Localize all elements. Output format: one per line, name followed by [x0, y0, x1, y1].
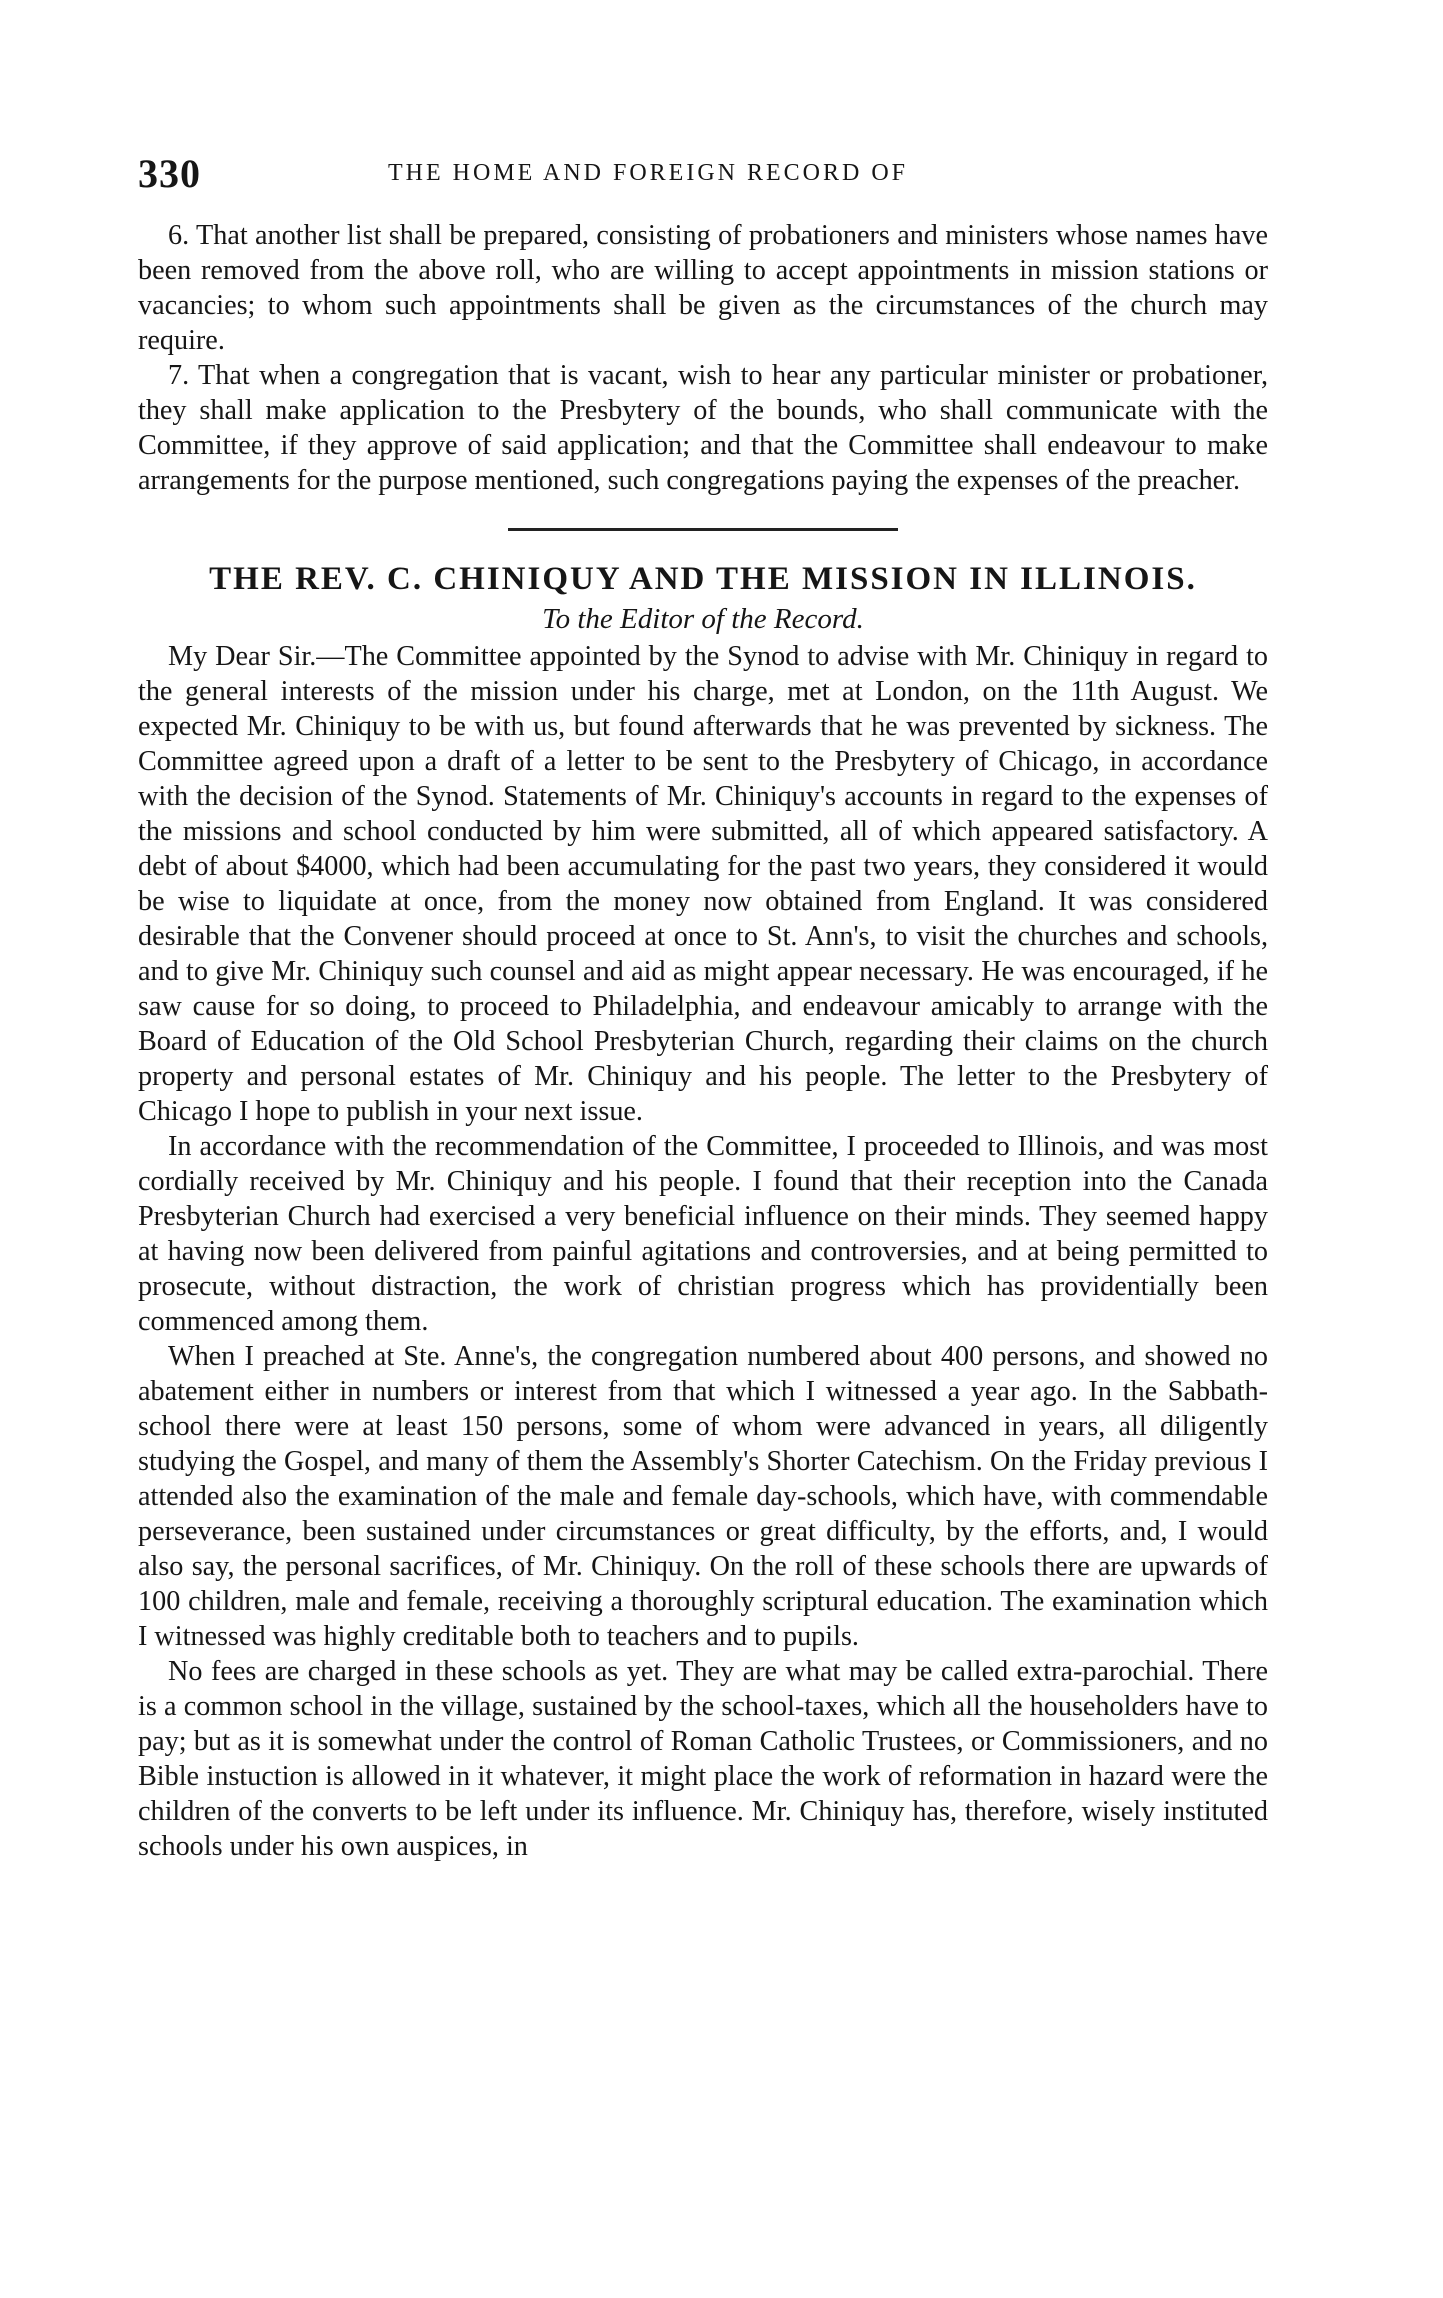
article-title: THE REV. C. CHINIQUY AND THE MISSION IN ILLINOIS. [209, 561, 1197, 597]
running-title: THE HOME AND FOREIGN RECORD OF [388, 160, 909, 186]
running-header [138, 150, 1298, 200]
page-number: 330 [138, 151, 201, 196]
article-paragraph: No fees are charged in these schools as yet. They are what may be called extra-parochial. There is a common school in the village, sustained by the school-taxes, which all the householders have to pay; but as it is somewhat under the control of Roman Catholic Trustees, or Commissioners, and no Bible instuction is allowed in it whatever, it might place the work of reformation in hazard were the children of the converts to be left under its influence. Mr. Chiniquy has, therefore, wisely instituted schools under his own auspices, in [138, 1656, 1268, 1862]
paragraph-item-7: 7. That when a congregation that is vacant, wish to hear any particular minister or probationer, they shall make application to the Presbytery of the bounds, who shall communicate with the Committee, if they approve of said application; and that the Committee shall endeavour to make arrangements for the purpose mentioned, such congregations paying the expenses of the preacher. [138, 360, 1268, 496]
article-paragraph: My Dear Sir.—The Committee appointed by the Synod to advise with Mr. Chiniquy in regard to the general interests of the mission under his charge, met at London, on the 11th August. We expected Mr. Chiniquy to be with us, but found afterwards that he was prevented by sickness. The Committee agreed upon a draft of a letter to be sent to the Presbytery of Chicago, in accordance with the decision of the Synod. Statements of Mr. Chiniquy's accounts in regard to the expenses of the missions and school conducted by him were submitted, all of which appeared satisfactory. A debt of about $4000, which had been accumulating for the past two years, they considered it would be wise to liquidate at once, from the money now obtained from England. It was considered desirable that the Convener should proceed at once to St. Ann's, to visit the churches and schools, and to give Mr. Chiniquy such counsel and aid as might appear necessary. He was encouraged, if he saw cause for so doing, to proceed to Philadelphia, and endeavour amicably to arrange with the Board of Education of the Old School Presbyterian Church, regarding their claims on the church property and personal estates of Mr. Chiniquy and his people. The letter to the Presbytery of Chicago I hope to publish in your next issue. [138, 641, 1268, 1127]
article-paragraph: When I preached at Ste. Anne's, the congregation numbered about 400 persons, and showed no abatement either in numbers or interest from that which I witnessed a year ago. In the Sabbath-school there were at least 150 persons, some of whom were advanced in years, all diligently studying the Gospel, and many of them the Assembly's Shorter Catechism. On the Friday previous I attended also the examination of the male and female day-schools, which have, with commendable perseverance, been sustained under circumstances or great difficulty, by the efforts, and, I would also say, the personal sacrifices, of Mr. Chiniquy. On the roll of these schools there are upwards of 100 children, male and female, receiving a thoroughly scriptural education. The examination which I witnessed was highly creditable both to teachers and to pupils. [138, 1341, 1268, 1652]
article-paragraph: In accordance with the recommendation of the Committee, I proceeded to Illinois, and was most cordially received by Mr. Chiniquy and his people. I found that their reception into the Canada Presbyterian Church had exercised a very beneficial influence on their minds. They seemed happy at having now been delivered from painful agitations and controversies, and at being permitted to prosecute, without distraction, the work of christian progress which has providentially been commenced among them. [138, 1131, 1268, 1337]
paragraph-item-6: 6. That another list shall be prepared, consisting of probationers and ministers whose names have been removed from the above roll, who are willing to accept appointments in mission stations or vacancies; to whom such appointments shall be given as the circumstances of the church may require. [138, 220, 1268, 356]
body-column [138, 218, 1268, 1864]
article-addressee: To the Editor of the Record. [542, 603, 864, 635]
section-divider [508, 528, 898, 531]
